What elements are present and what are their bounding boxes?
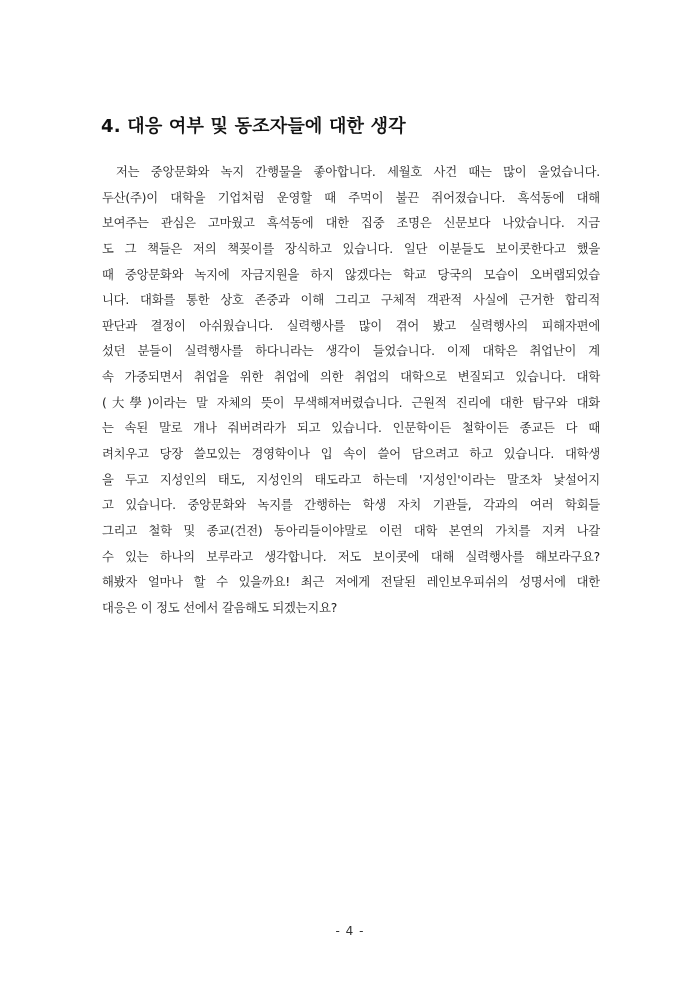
- paragraph-line: 보여주는 관심은 고마웠고 흑석동에 대한 집중 조명은 신문보다 나았습니다. 지금: [102, 216, 600, 231]
- body-paragraph: [102, 160, 600, 622]
- paragraph-line: 는 속된 말로 개나 줘버려라가 되고 있습니다. 인문학이든 철학이든 종교든 다 때: [102, 421, 600, 436]
- paragraph-line: 속 가중되면서 취업을 위한 취업에 의한 취업의 대학으로 변질되고 있습니다. 대학: [102, 370, 600, 385]
- paragraph-line: 판단과 결정이 아쉬웠습니다. 실력행사를 많이 겪어 봤고 실력행사의 피해자편에: [102, 318, 600, 333]
- paragraph-line: 수 있는 하나의 보루라고 생각합니다. 저도 보이콧에 대해 실력행사를 해보라구요?: [102, 549, 600, 564]
- paragraph-line: 해봤자 얼마나 할 수 있을까요! 최근 저에게 전달된 레인보우피쉬의 성명서에 대한: [102, 575, 600, 590]
- paragraph-line: 을 두고 지성인의 태도, 지성인의 태도라고 하는데 '지성인'이라는 말조차 낯설어지: [102, 472, 600, 487]
- page-number: - 4 -: [335, 924, 365, 938]
- section-title: 4. 대응 여부 및 동조자들에 대한 생각: [101, 116, 406, 137]
- paragraph-line: 저는 중앙문화와 녹지 간행물을 좋아합니다. 세월호 사건 때는 많이 울었습니다.: [116, 165, 600, 179]
- paragraph-line: 고 있습니다. 중앙문화와 녹지를 간행하는 학생 자치 기관들, 각과의 여러 학회들: [102, 498, 600, 513]
- paragraph-line: 섰던 분들이 실력행사를 하다니라는 생각이 들었습니다. 이제 대학은 취업난이 계: [102, 344, 600, 359]
- paragraph-line: 때 중앙문화와 녹지에 자금지원을 하지 않겠다는 학교 당국의 모습이 오버랩되었습: [102, 267, 600, 282]
- paragraph-line: 려치우고 당장 쓸모있는 경영학이나 입 속이 쓸어 담으려고 하고 있습니다. 대학생: [102, 447, 600, 462]
- paragraph-line: (大學)이라는 말 자체의 뜻이 무색해져버렸습니다. 근원적 진리에 대한 탐구와 대화: [102, 395, 600, 410]
- paragraph-line: 그리고 철학 및 종교(건전) 동아리들이야말로 이런 대학 본연의 가치를 지켜 나갈: [102, 523, 600, 538]
- paragraph-line: 니다. 대화를 통한 상호 존중과 이해 그리고 구체적 객관적 사실에 근거한 합리적: [102, 293, 600, 308]
- paragraph-line: 도 그 책들은 저의 책꽂이를 장식하고 있습니다. 일단 이분들도 보이콧한다고 했을: [102, 241, 600, 256]
- paragraph-line: 두산(주)이 대학을 기업처럼 운영할 때 주먹이 불끈 쥐어졌습니다. 흑석동에 대해: [102, 190, 600, 205]
- paragraph-line: 대응은 이 정도 선에서 갈음해도 되겠는지요?: [102, 600, 338, 615]
